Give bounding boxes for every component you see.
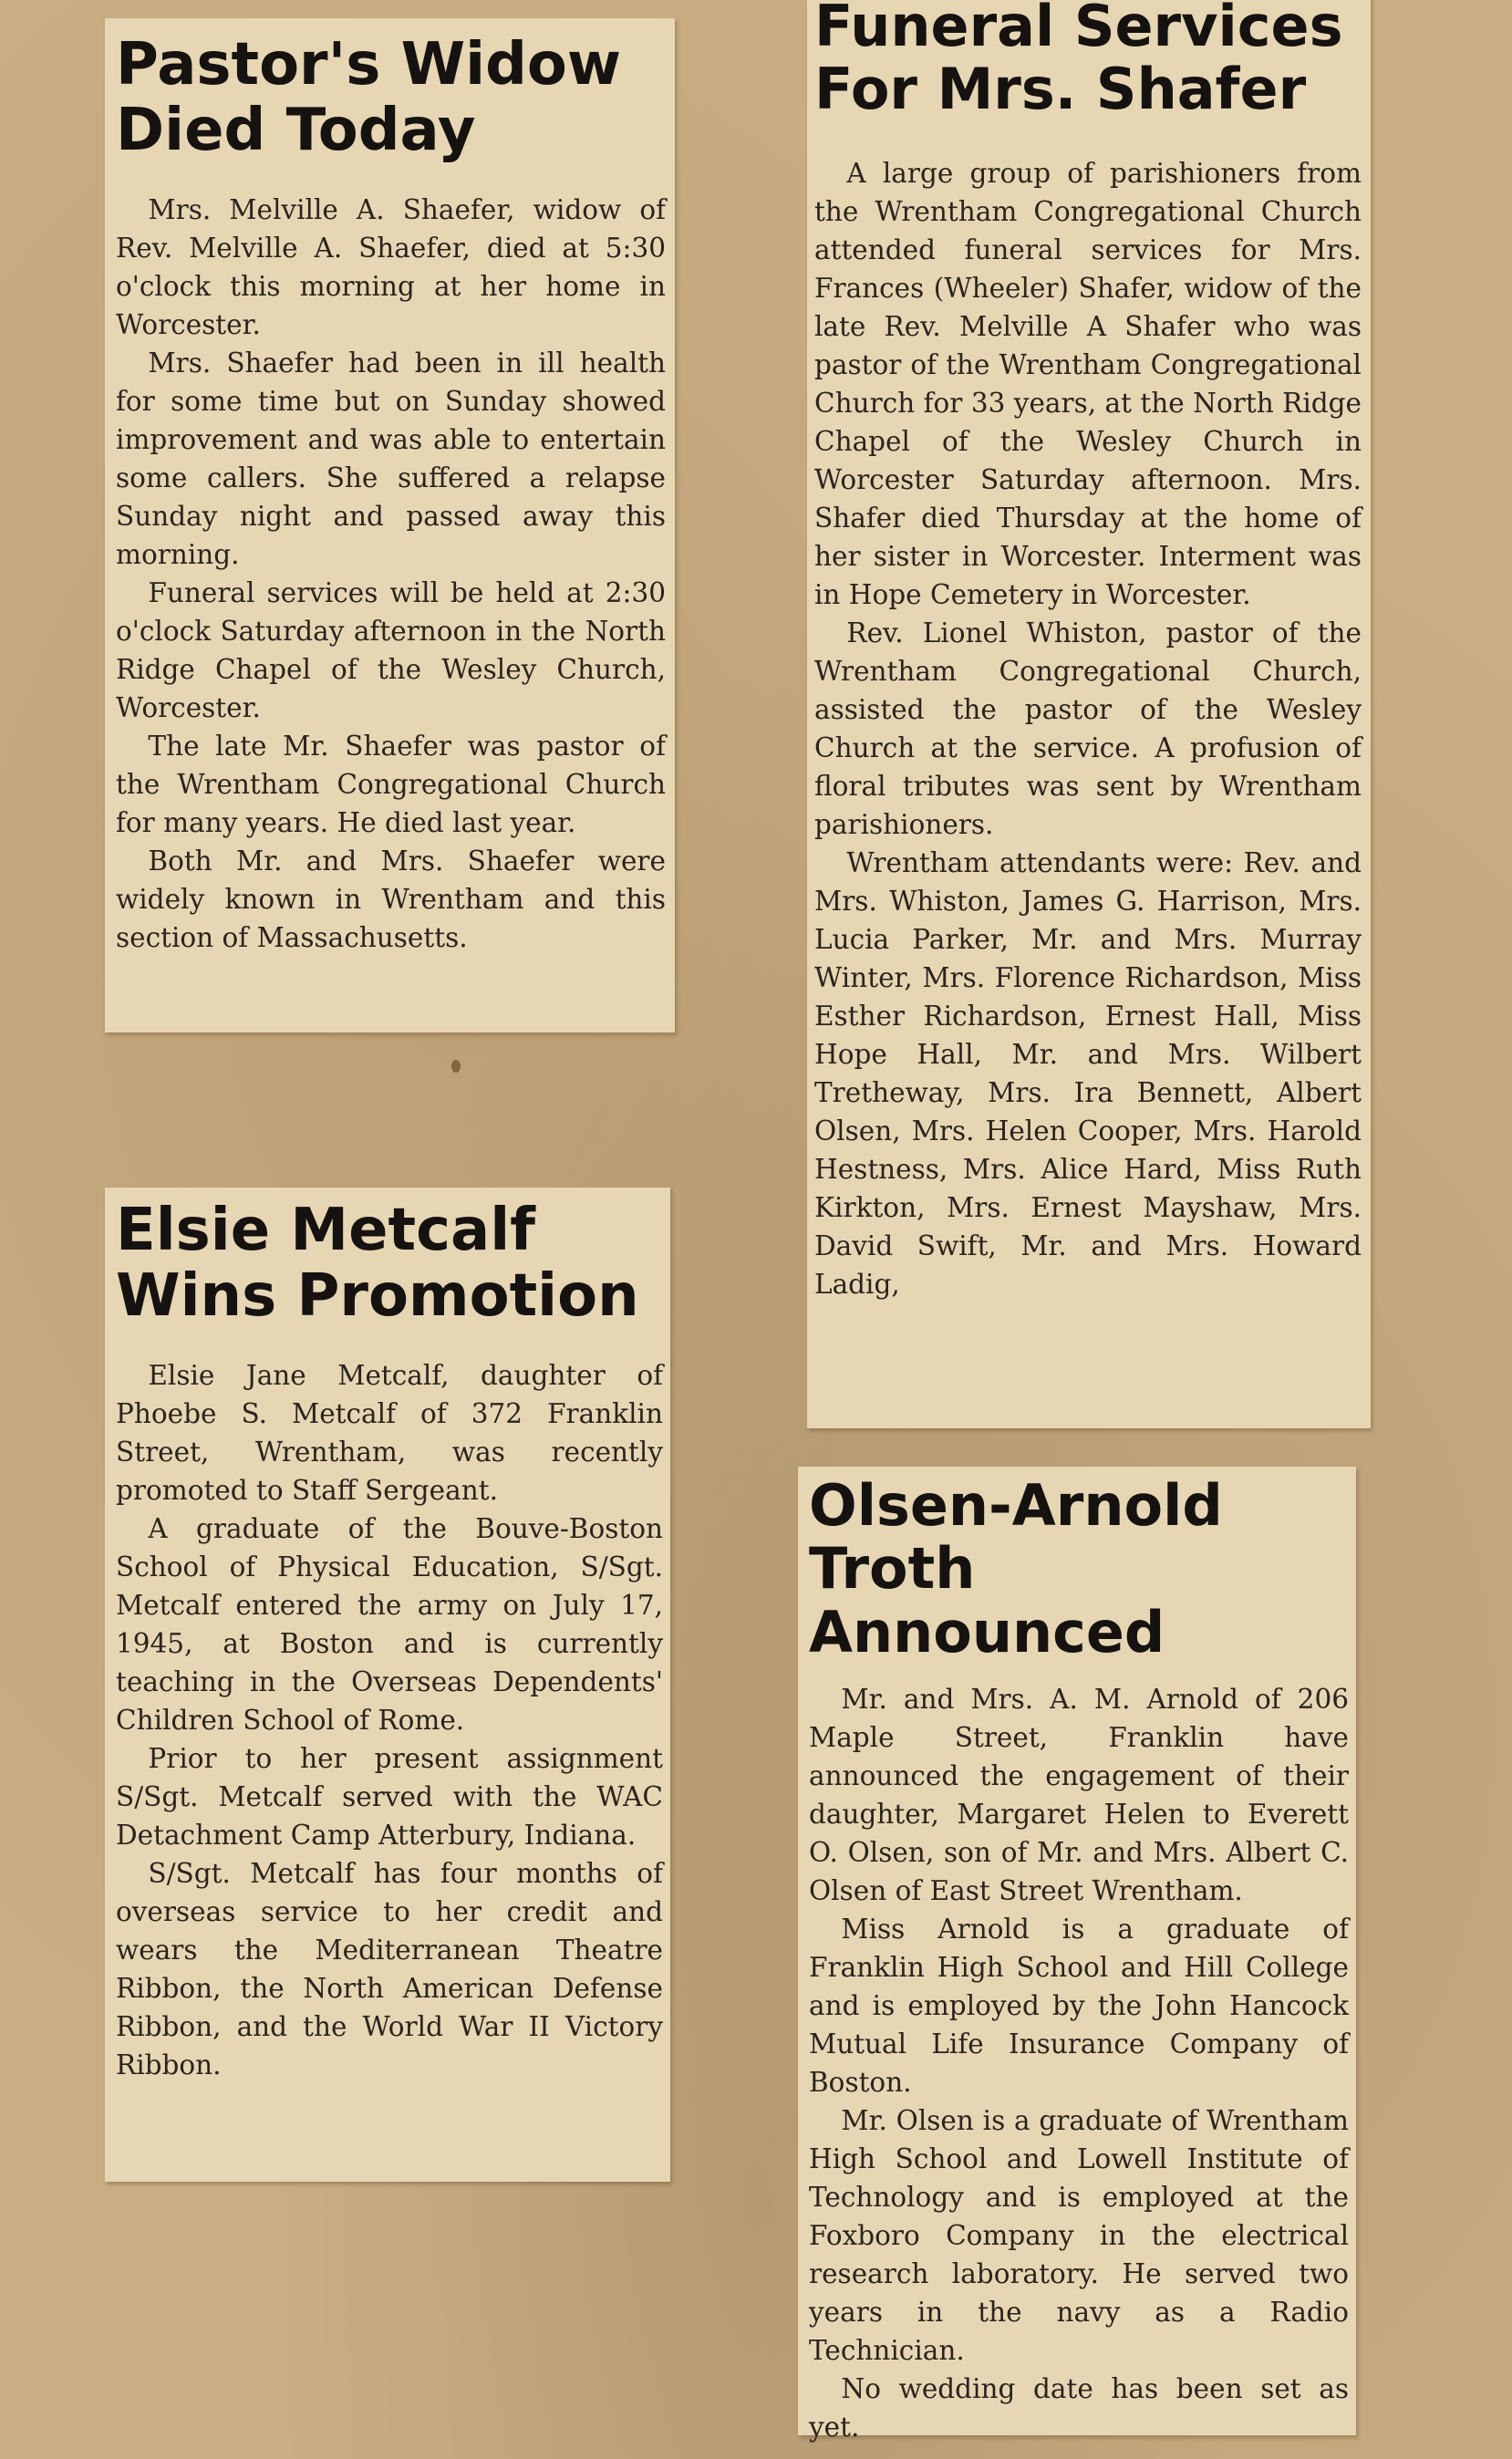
paragraph: No wedding date has been set as yet. (809, 2373, 1349, 2443)
clipping-funeral-services (807, 0, 1371, 1428)
paragraph: Miss Arnold is a graduate of Franklin High School and Hill College and is employed by the John Hancock Mutual Life Insurance Company of Boston. (809, 1914, 1349, 2099)
paragraph: Both Mr. and Mrs. Shaefer were widely known in Wrentham and this section of Massachusetts. (116, 846, 666, 954)
paragraph: Mr. and Mrs. A. M. Arnold of 206 Maple Street, Franklin have announced the engagement of their daughter, Margaret Helen to Everett O. Olsen, son of Mr. and Mrs. Albert C. Olsen of East Street Wrentham. (809, 1684, 1349, 1907)
headline-line: Troth Announced (809, 1535, 1165, 1665)
headline-line: Died Today (116, 96, 476, 164)
paragraph: Prior to her present assignment S/Sgt. Metcalf served with the WAC Detachment Camp Atterbury, Indiana. (116, 1743, 663, 1852)
article-body (116, 191, 666, 957)
headline (809, 1474, 1349, 1664)
paragraph: Mrs. Melville A. Shaefer, widow of Rev. Melville A. Shaefer, died at 5:30 o'clock this morning at her home in Worcester. (116, 194, 666, 341)
headline-line: Elsie Metcalf (116, 1197, 535, 1264)
headline-line: Pastor's Widow (116, 31, 621, 99)
headline (116, 33, 666, 163)
headline-line: Funeral Services (814, 0, 1343, 59)
paragraph: A large group of parishioners from the Wrentham Congregational Church attended funeral services for Mrs. Frances (Wheeler) Shafer, widow of the late Rev. Melville A Shafer who was pastor of the Wrentham Congregational Church for 33 years, at the North Ridge Chapel of the Wesley Church in Worcester Saturday afternoon. Mrs. Shafer died Thursday at the home of her sister in Worcester. Interment was in Hope Cemetery in Worcester. (814, 157, 1362, 610)
paragraph: Rev. Lionel Whiston, pastor of the Wrentham Congregational Church, assisted the pastor of the Wesley Church at the service. A profusion of floral tributes was sent by Wrentham parishioners. (814, 617, 1362, 840)
paper-smudge (451, 1060, 461, 1073)
headline-line: Wins Promotion (116, 1261, 639, 1330)
paragraph: Mrs. Shaefer had been in ill health for some time but on Sunday showed improvement and was able to entertain some callers. She suffered a relapse Sunday night and passed away this morning. (116, 348, 666, 571)
article-body (814, 154, 1362, 1303)
headline (116, 1198, 663, 1329)
paragraph: Mr. Olsen is a graduate of Wrentham High School and Lowell Institute of Technology and is employed at the Foxboro Company in the electrical research laboratory. He served two years in the navy as a Radio Technician. (809, 2105, 1349, 2367)
clipping-pastors-widow (105, 18, 675, 1032)
paragraph: Elsie Jane Metcalf, daughter of Phoebe S. Metcalf of 372 Franklin Street, Wrentham, was recently promoted to Staff Sergeant. (116, 1360, 663, 1507)
clipping-olsen-arnold (798, 1467, 1356, 2443)
paragraph: Wrentham attendants were: Rev. and Mrs. Whiston, James G. Harrison, Mrs. Lucia Parker, Mr. and Mrs. Murray Winter, Mrs. Florence Richardson, Miss Esther Richardson, Ernest Hall, Miss Hope Hall, Mr. and Mrs. Wilbert Tretheway, Mrs. Ira Bennett, Albert Olsen, Mrs. Helen Cooper, Mrs. Harold Hestness, Mrs. Alice Hard, Miss Ruth Kirkton, Mrs. Ernest Mayshaw, Mrs. David Swift, Mr. and Mrs. Howard Ladig, (814, 846, 1362, 1300)
paragraph: S/Sgt. Metcalf has four months of overseas service to her credit and wears the Mediterranean Theatre Ribbon, the North American Defense Ribbon, and the World War II Victory Ribbon. (116, 1858, 663, 2081)
headline-line: Olsen-Arnold (809, 1472, 1223, 1539)
paragraph: A graduate of the Bouve-Boston School of Physical Education, S/Sgt. Metcalf entered the army on July 17, 1945, at Boston and is currently teaching in the Overseas Dependents' Children School of Rome. (116, 1513, 663, 1737)
paragraph: The late Mr. Shaefer was pastor of the Wrentham Congregational Church for many years. He died last year. (116, 731, 666, 839)
article-body (809, 1680, 1349, 2446)
headline (814, 0, 1362, 121)
article-body (116, 1356, 663, 2084)
headline-line: For Mrs. Shafer (814, 56, 1307, 123)
clipping-elsie-metcalf (105, 1188, 670, 2182)
paragraph: Funeral services will be held at 2:30 o'clock Saturday afternoon in the North Ridge Chapel of the Wesley Church, Worcester. (116, 577, 666, 724)
